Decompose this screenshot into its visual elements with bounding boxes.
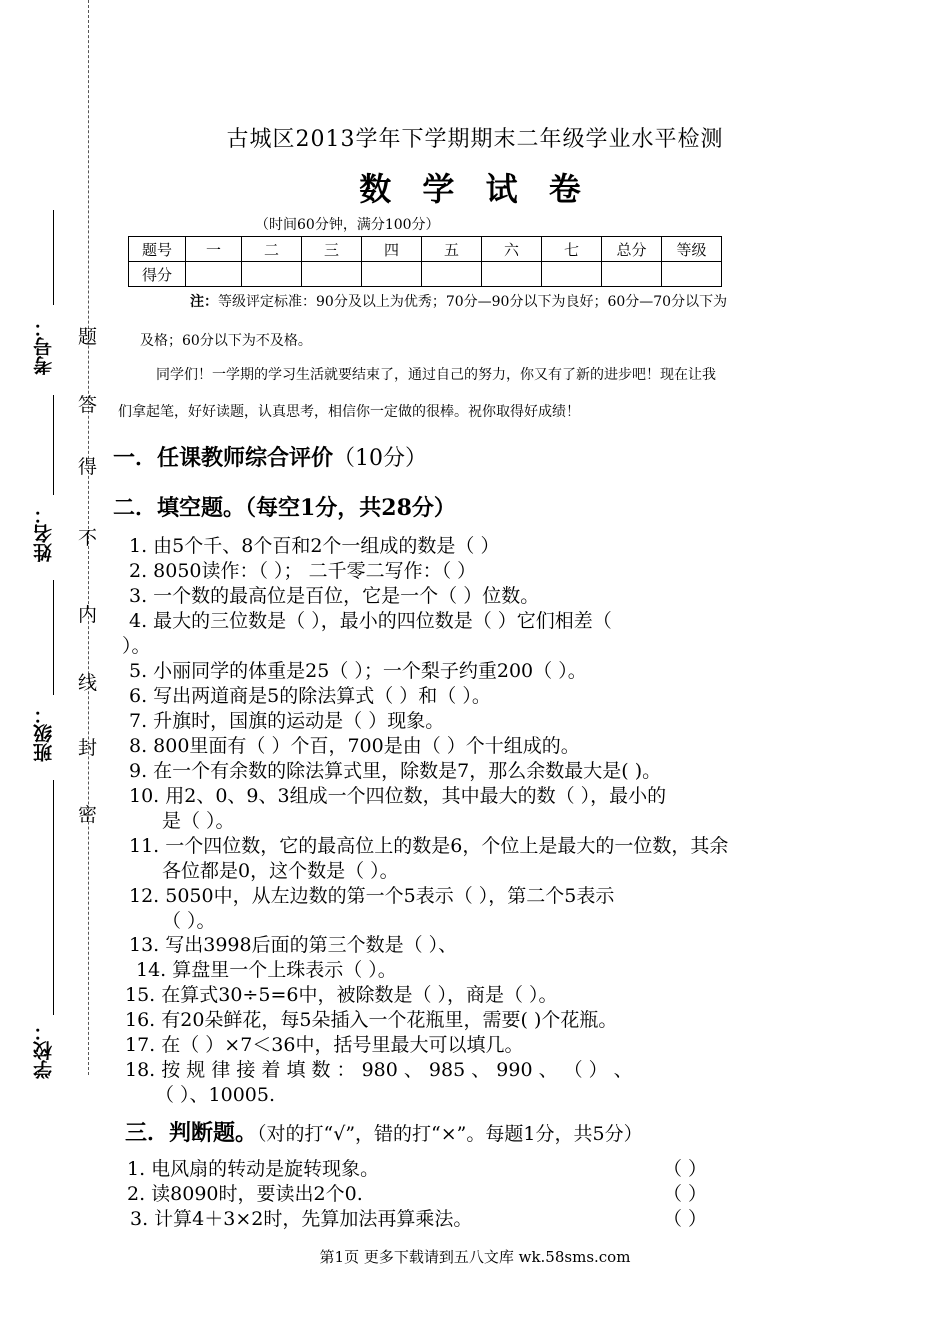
seal-char: 线 [78, 672, 98, 694]
xuexiao-label: 学校： [33, 1022, 55, 1079]
score-input-cell[interactable] [482, 262, 542, 287]
question-item: 3. 一个数的最高位是百位，它是一个（ ）位数。 [129, 585, 540, 607]
seal-char: 得 [78, 456, 98, 478]
score-cell: 一 [186, 237, 242, 262]
section-1-title: 一．任课教师综合评价 [113, 445, 334, 471]
note-text: 等级评定标准：90分及以上为优秀；70分—90分以下为良好；60分—70分以下为 [218, 294, 728, 310]
question-item: 5. 小丽同学的体重是25（ ）；一个梨子约重200（ ）。 [129, 660, 587, 682]
seal-char: 内 [78, 604, 98, 626]
question-item: （ ）、10005. [155, 1084, 276, 1106]
section-3-note: （对的打“√”，错的打“×”。每题1分，共5分） [257, 1123, 643, 1145]
question-item: 15. 在算式30÷5=6中，被除数是（ ），商是（ ）。 [125, 984, 558, 1006]
score-cell: 五 [422, 237, 482, 262]
seal-char: 答 [78, 394, 98, 416]
question-item: 1. 由5个千、8个百和2个一组成的数是（ ） [129, 535, 500, 557]
question-item: 6. 写出两道商是5的除法算式（ ）和（ ）。 [129, 685, 491, 707]
exam-subtitle: 古城区2013学年下学期期末二年级学业水平检测 [226, 127, 724, 152]
section-3-heading [125, 1116, 643, 1147]
section-1-heading [113, 441, 427, 472]
score-input-cell[interactable] [422, 262, 482, 287]
intro-text: 同学们！一学期的学习生活就要结束了，通过自己的努力，你又有了新的进步吧！现在让我 [156, 367, 716, 383]
kaohao-underline [53, 210, 54, 305]
question-item: 16. 有20朵鲜花，每5朵插入一个花瓶里，需要( )个花瓶。 [125, 1009, 618, 1031]
judge-item: 2. 读8090时，要读出2个0. [127, 1183, 363, 1205]
banji-underline [53, 580, 54, 695]
question-item: 7. 升旗时，国旗的运动是（ ）现象。 [129, 710, 445, 732]
question-item: ）。 [122, 635, 151, 657]
exam-title: 数 学 试 卷 [359, 170, 591, 208]
question-item: 各位都是0，这个数是（ ）。 [162, 860, 399, 882]
question-item: 2. 8050读作：（ ）； 二千零二写作：（ ） [129, 560, 477, 582]
question-item: 17. 在（ ）×7＜36中，括号里最大可以填几。 [125, 1034, 524, 1056]
score-table [128, 236, 722, 287]
question-item: 12. 5050中，从左边数的第一个5表示（ ），第二个5表示 [129, 885, 615, 907]
question-item: 是（ ）。 [162, 810, 235, 832]
score-input-cell[interactable] [242, 262, 302, 287]
score-cell: 三 [302, 237, 362, 262]
question-item: 14. 算盘里一个上珠表示（ ）。 [136, 959, 397, 981]
seal-char: 不 [78, 527, 98, 549]
xingming-underline [53, 395, 54, 495]
score-cell: 总分 [602, 237, 662, 262]
page-footer: 第1页 更多下载请到五八文库 wk.58sms.com [319, 1248, 631, 1266]
score-cell: 二 [242, 237, 302, 262]
xingming-label: 姓名： [33, 505, 55, 562]
score-table-score-row [129, 262, 722, 287]
question-item: 10. 用2、0、9、3组成一个四位数，其中最大的数（ ），最小的 [129, 785, 667, 807]
judge-answer-paren[interactable]: （ ） [663, 1158, 708, 1180]
question-item: 13. 写出3998后面的第三个数是（ ）、 [129, 934, 458, 956]
score-input-cell[interactable] [542, 262, 602, 287]
question-item: 18. 按 规 律 接 着 填 数 ： 980 、 985 、 990 、 （ ） 、 [125, 1059, 633, 1081]
score-input-cell[interactable] [602, 262, 662, 287]
judge-item: 3. 计算4＋3×2时，先算加法再算乘法。 [130, 1208, 473, 1230]
xuexiao-underline [53, 780, 54, 1015]
exam-time-info: （时间60分钟，满分100分） [255, 217, 440, 233]
judge-answer-paren[interactable]: （ ） [663, 1208, 708, 1230]
question-item: 11. 一个四位数，它的最高位上的数是6，个位上是最大的一位数，其余 [129, 835, 729, 857]
banji-label: 班级： [33, 705, 55, 762]
judge-item: 1. 电风扇的转动是旋转现象。 [127, 1158, 380, 1180]
score-input-cell[interactable] [662, 262, 722, 287]
intro-text-cont: 们拿起笔，好好读题，认真思考，相信你一定做的很棒。祝你取得好成绩！ [118, 404, 580, 420]
score-input-cell[interactable] [362, 262, 422, 287]
question-item: （ ）。 [162, 910, 216, 932]
grading-note-cont: 及格；60分以下为不及格。 [140, 333, 312, 349]
seal-char: 密 [78, 804, 98, 826]
score-cell: 七 [542, 237, 602, 262]
kaohao-label: 考号： [33, 318, 55, 375]
score-input-cell[interactable] [302, 262, 362, 287]
score-input-cell[interactable] [186, 262, 242, 287]
score-cell: 得分 [129, 262, 186, 287]
score-cell: 题号 [129, 237, 186, 262]
question-item: 4. 最大的三位数是（ ），最小的四位数是（ ）它们相差（ [129, 610, 612, 632]
seal-char: 题 [78, 326, 98, 348]
question-item: 9. 在一个有余数的除法算式里，除数是7，那么余数最大是( )。 [129, 760, 662, 782]
score-cell: 六 [482, 237, 542, 262]
section-1-score: （10分） [333, 446, 428, 471]
question-item: 8. 800里面有（ ）个百，700是由（ ）个十组成的。 [129, 735, 580, 757]
score-cell: 等级 [662, 237, 722, 262]
seal-char: 封 [78, 737, 98, 759]
section-3-title: 三．判断题。 [125, 1120, 258, 1146]
score-cell: 四 [362, 237, 422, 262]
grading-note [190, 291, 727, 311]
score-table-header-row [129, 237, 722, 262]
section-2-heading: 二．填空题。（每空1分，共28分） [113, 495, 456, 521]
note-label: 注： [190, 294, 218, 310]
judge-answer-paren[interactable]: （ ） [663, 1183, 708, 1205]
